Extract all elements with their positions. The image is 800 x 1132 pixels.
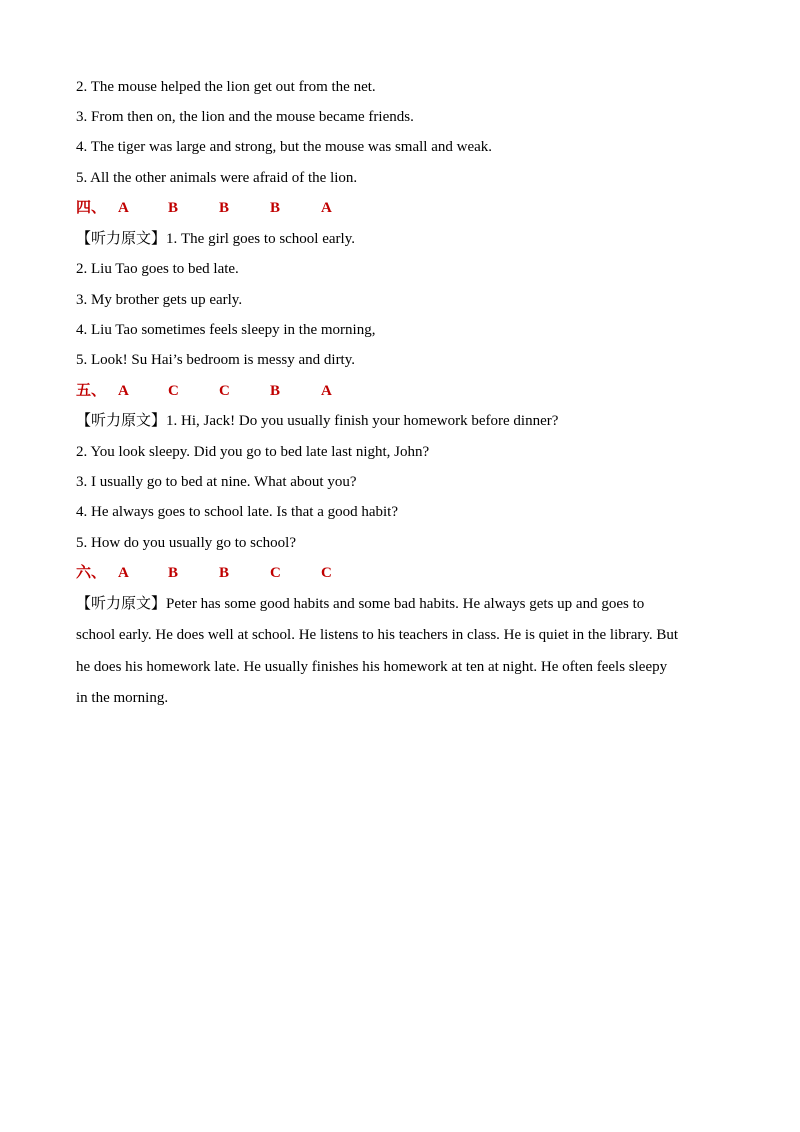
answer: B — [219, 200, 230, 216]
script-line: 5. Look! Su Hai’s bedroom is messy and dirty. — [76, 352, 356, 368]
answer-row-section4 — [76, 193, 376, 223]
script-line: 【听力原文】Peter has some good habits and some bad habits. He always gets up and goes to — [76, 596, 645, 612]
script-line: 3. My brother gets up early. — [76, 292, 243, 308]
answer: A — [321, 200, 332, 216]
section-label: 四、 — [76, 200, 107, 216]
script-line: 【听力原文】1. Hi, Jack! Do you usually finish your homework before dinner? — [76, 413, 559, 429]
script-line: 2. Liu Tao goes to bed late. — [76, 261, 239, 277]
script-line: 2. You look sleepy. Did you go to bed late last night, John? — [76, 444, 430, 460]
answer: B — [168, 565, 179, 581]
answer: B — [219, 565, 230, 581]
answer: C — [270, 565, 281, 581]
section-label: 五、 — [76, 383, 107, 399]
answer-row-section6 — [76, 558, 376, 588]
script-line: school early. He does well at school. He listens to his teachers in class. He is quiet in the library. But — [76, 627, 679, 643]
answer: B — [168, 200, 179, 216]
answer: A — [118, 383, 129, 399]
answer: A — [118, 565, 129, 581]
script-line: 【听力原文】1. The girl goes to school early. — [76, 231, 355, 247]
script-line: in the morning. — [76, 690, 169, 706]
script-line: 4. Liu Tao sometimes feels sleepy in the morning, — [76, 322, 376, 338]
script-line: he does his homework late. He usually finishes his homework at ten at night. He often feels sleepy — [76, 659, 668, 675]
text-line: 2. The mouse helped the lion get out from the net. — [76, 79, 376, 95]
section-label: 六、 — [76, 565, 107, 581]
answer: B — [270, 383, 281, 399]
answer: B — [270, 200, 281, 216]
answer: C — [168, 383, 179, 399]
text-line: 4. The tiger was large and strong, but the mouse was small and weak. — [76, 139, 493, 155]
answer: A — [118, 200, 129, 216]
script-line: 4. He always goes to school late. Is that a good habit? — [76, 504, 399, 520]
text-line: 5. All the other animals were afraid of the lion. — [76, 170, 358, 186]
script-line: 5. How do you usually go to school? — [76, 535, 296, 551]
answer: C — [321, 565, 332, 581]
answer: A — [321, 383, 332, 399]
answer: C — [219, 383, 230, 399]
answer-row-section5 — [76, 376, 376, 406]
script-line: 3. I usually go to bed at nine. What about you? — [76, 474, 357, 490]
text-line: 3. From then on, the lion and the mouse became friends. — [76, 109, 414, 125]
